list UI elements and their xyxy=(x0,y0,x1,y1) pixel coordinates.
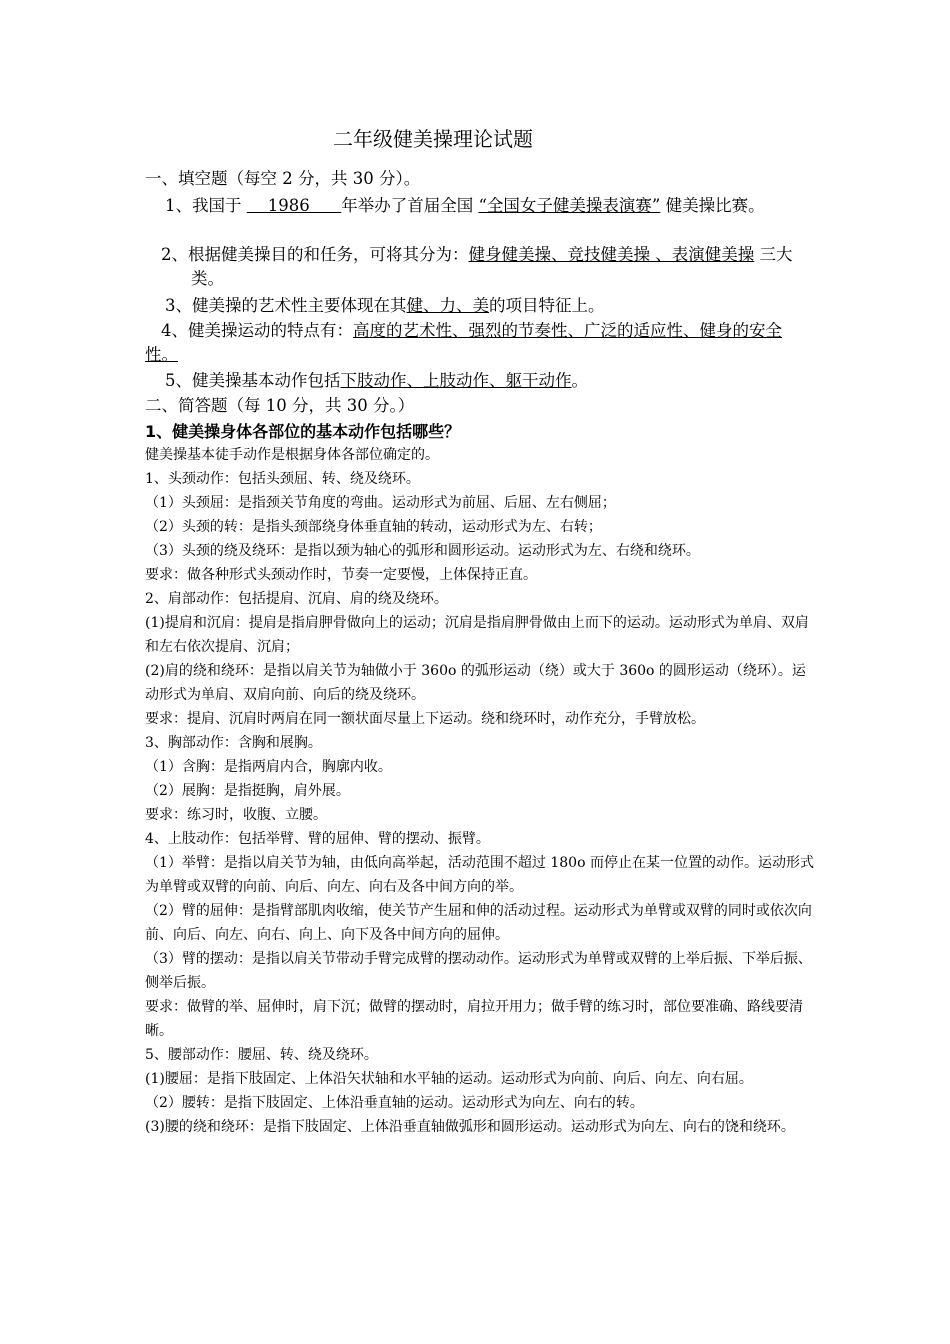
question-3: 3、健美操的艺术性主要体现在其健、力、美的项目特征上。 xyxy=(165,296,605,315)
answer-line: 4、上肢动作：包括举臂、臂的屈伸、臂的摆动、振臂。 xyxy=(145,831,490,847)
answer-line: 1、头颈动作：包括头颈屈、转、绕及绕环。 xyxy=(145,471,420,487)
answer-line: 5、腰部动作：腰屈、转、绕及绕环。 xyxy=(145,1047,378,1063)
answer-line: （3）臂的摆动：是指以肩关节带动手臂完成臂的摆动动作。运动形式为单臂或双臂的上举后振、下举后振、侧举后振。 xyxy=(145,951,812,991)
page-title: 二年级健美操理论试题 xyxy=(333,127,533,151)
answer-line: 2、肩部动作：包括提肩、沉肩、肩的绕及绕环。 xyxy=(145,591,448,607)
answer-line: （2）腰转：是指下肢固定、上体沿垂直轴的运动。运动形式为向左、向右的转。 xyxy=(145,1095,644,1111)
answer-blank: 健、力、美 xyxy=(406,296,489,315)
answer-blank: 健身健美操、竞技健美操 、表演健美操 xyxy=(468,245,755,264)
answer-line: 要求：做臂的举、屈伸时，肩下沉；做臂的摆动时，肩拉开用力；做手臂的练习时，部位要准确、路线要清晰。 xyxy=(145,999,803,1039)
answer-body xyxy=(145,443,815,1139)
answer-line: 3、胸部动作：含胸和展胸。 xyxy=(145,735,322,751)
answer-line: （2）臂的屈伸：是指臂部肌肉收缩，使关节产生屈和伸的活动过程。运动形式为单臂或双臂的同时或依次向前、向后、向左、向右、向上、向下及各中间方向的屈伸。 xyxy=(145,903,812,943)
answer-line: （2）头颈的转：是指头颈部绕身体垂直轴的转动，运动形式为左、右转； xyxy=(145,519,602,535)
question-1: 1、我国于 1986 年举办了首届全国 “全国女子健美操表演赛” 健美操比赛。 xyxy=(165,196,765,215)
question-4: 4、健美操运动的特点有：高度的艺术性、强烈的节奏性、广泛的适应性、健身的安全性。 xyxy=(145,321,782,364)
answer-line: 要求：练习时，收腹、立腰。 xyxy=(145,807,327,823)
answer-line: 要求：提肩、沉肩时两肩在同一额状面尽量上下运动。绕和绕环时，动作充分，手臂放松。 xyxy=(145,711,705,727)
question-5: 5、健美操基本动作包括下肢动作、上肢动作、躯干动作。 xyxy=(165,371,588,390)
answer-line: 健美操基本徒手动作是根据身体各部位确定的。 xyxy=(145,447,439,463)
answer-line: (2)肩的绕和绕环：是指以肩关节为轴做小于 360o 的弧形运动（绕）或大于 360o 的圆形运动（绕环）。运动形式为单肩、双肩向前、向后的绕及绕环。 xyxy=(145,663,806,703)
answer-line: (1)提肩和沉肩：提肩是指肩胛骨做向上的运动；沉肩是指肩胛骨做由上而下的运动。运动形式为单肩、双肩和左右依次提肩、沉肩； xyxy=(145,615,809,655)
answer-line: （1）含胸：是指两肩内合，胸廓内收。 xyxy=(145,759,392,775)
question-title: 1、健美操身体各部位的基本动作包括哪些？ xyxy=(145,422,461,441)
answer-line: （3）头颈的绕及绕环：是指以颈为轴心的弧形和圆形运动。运动形式为左、右绕和绕环。 xyxy=(145,543,700,559)
section1-heading: 一、填空题（每空 2 分，共 30 分）。 xyxy=(145,169,421,188)
answer-line: （1）头颈屈：是指颈关节角度的弯曲。运动形式为前屈、后屈、左右侧屈； xyxy=(145,495,616,511)
question-2: 2、根据健美操目的和任务，可将其分为：健身健美操、竞技健美操 、表演健美操 三大类。 xyxy=(161,245,793,288)
answer-line: (3)腰的绕和绕环：是指下肢固定、上体沿垂直轴做弧形和圆形运动。运动形式为向左、向右的饶和绕环。 xyxy=(145,1119,795,1135)
answer-line: (1)腰屈：是指下肢固定、上体沿矢状轴和水平轴的运动。运动形式为向前、向后、向左、向右屈。 xyxy=(145,1071,753,1087)
answer-line: 要求：做各种形式头颈动作时，节奏一定要慢，上体保持正直。 xyxy=(145,567,537,583)
answer-line: （2）展胸：是指挺胸，肩外展。 xyxy=(145,783,350,799)
answer-blank: 下肢动作、上肢动作、躯干动作 xyxy=(340,371,572,390)
answer-line: （1）举臂：是指以肩关节为轴，由低向高举起，活动范围不超过 180o 而停止在某一位置的动作。运动形式为单臂或双臂的向前、向后、向左、向右及各中间方向的举。 xyxy=(145,855,814,895)
answer-blank: “全国女子健美操表演赛” xyxy=(478,196,661,215)
answer-blank: 1986 xyxy=(246,196,342,215)
answer-blank: 高度的艺术性、强烈的节奏性、广泛的适应性、健身的安全性。 xyxy=(145,321,782,364)
section2-heading: 二、简答题（每 10 分，共 30 分。） xyxy=(145,396,415,415)
